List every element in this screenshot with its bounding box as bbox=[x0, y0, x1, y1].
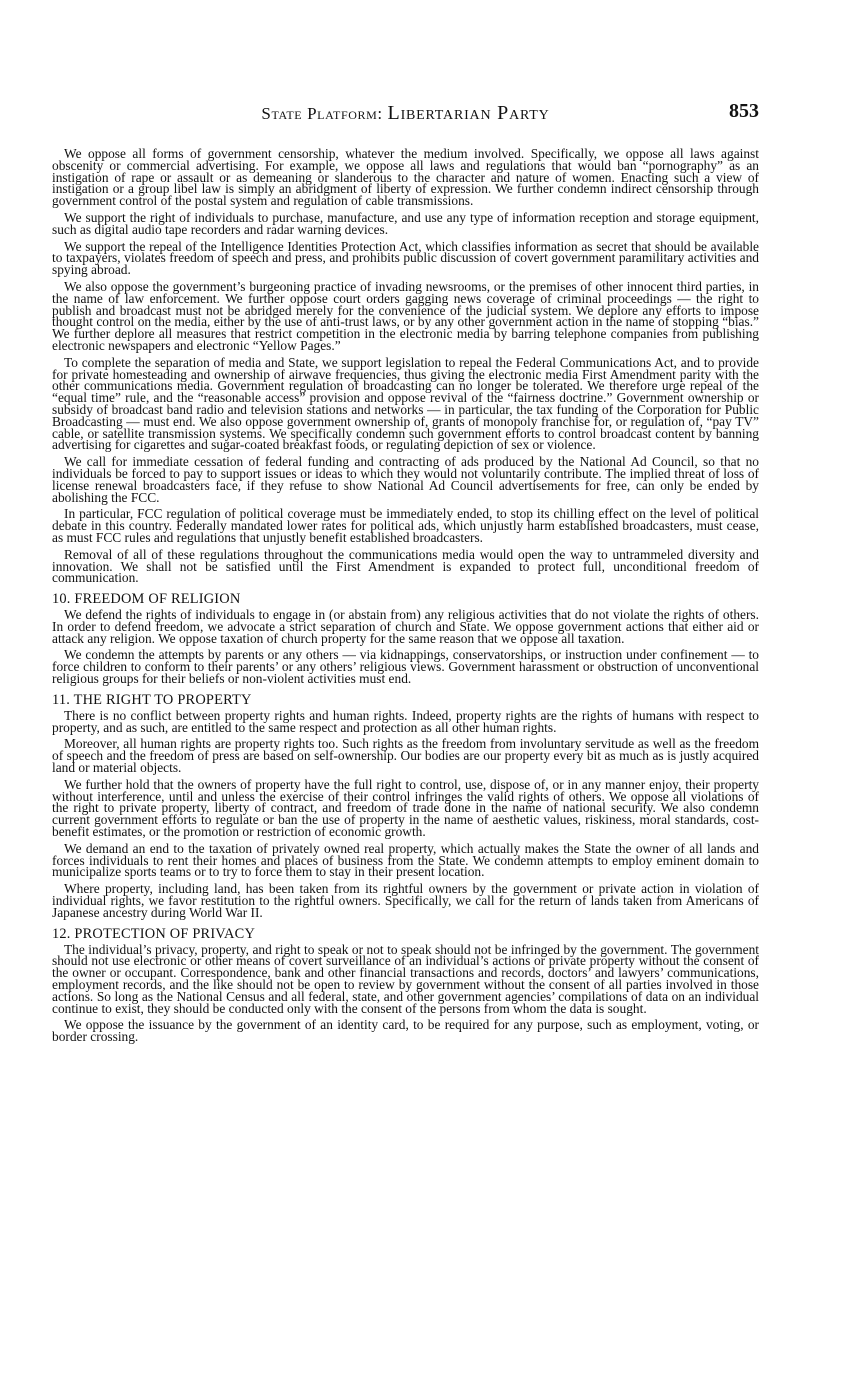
paragraph: Removal of all of these regulations throughout the communications media would open the way to untrammeled diversity and innovation. We shall not be satisfied until the First Amendment is expanded to protect full, unconditional freedom of communication. bbox=[52, 546, 759, 586]
paragraph: To complete the separation of media and State, we support legislation to repeal the Federal Communications Act, and to provide for private homesteading and ownership of airwave frequencies, thus giving the electronic media First Amendment parity with the other communications media. Government regulation of broadcasting can no longer be tolerated. We therefore urge repeal of the “equal time” rule, and the “reasonable access” provision and oppose revival of the “fairness doctrine.” Government ownership or subsidy of broadcast band radio and television stations and networks — in particular, the tax funding of the Corporation for Public Broadcasting — must end. We also oppose government ownership of, grants of monopoly franchise for, or regulation of, “pay TV” cable, or satellite transmission systems. We specifically condemn such government efforts to control broadcast content by banning advertising for cigarettes and sugar-coated breakfast foods, or regulating depiction of sex or violence. bbox=[52, 354, 759, 453]
running-title-main: Libertarian Party bbox=[387, 102, 550, 124]
paragraph: We oppose the issuance by the government of an identity card, to be required for any purpose, such as employment, voting, or border crossing. bbox=[52, 1017, 759, 1045]
running-title bbox=[52, 102, 759, 125]
paragraph: We support the repeal of the Intelligence Identities Protection Act, which classifies information as secret that should be available to taxpayers, violates freedom of speech and press, and prohibits public discussion of covert government paramilitary activities and spying abroad. bbox=[52, 238, 759, 278]
body-text bbox=[52, 148, 759, 1048]
paragraph: We oppose all forms of government censorship, whatever the medium involved. Specifically, we oppose all laws against obscenity or commercial advertising. For example, we oppose all laws and regulations that would ban “pornography” as an instigation of rape or assault or as demeaning or slanderous to the character and nature of women. Enacting such a view of instigation or a group libel law is simply an abridgment of liberty of expression. We further condemn indirect censorship through government control of the postal system and regulation of cable transmissions. bbox=[52, 146, 759, 209]
paragraph: Moreover, all human rights are property rights too. Such rights as the freedom from involuntary servitude as well as the freedom of speech and the freedom of press are based on self-ownership. Our bodies are our property every bit as much as is justly acquired land or material objects. bbox=[52, 736, 759, 776]
running-title-prefix: State Platform: bbox=[261, 104, 383, 123]
paragraph: We further hold that the owners of property have the full right to control, use, dispose of, or in any manner enjoy, their property without interference, until and unless the exercise of their control infringes the valid rights of others. We oppose all violations of the right to private property, liberty of contract, and freedom of trade done in the name of national security. We also condemn current government efforts to regulate or ban the use of property in the name of aesthetic values, riskiness, moral standards, cost-benefit estimates, or the promotion or restriction of economic growth. bbox=[52, 776, 759, 840]
section-heading-freedom-of-religion: 10. FREEDOM OF RELIGION bbox=[52, 591, 241, 608]
paragraph: We support the right of individuals to purchase, manufacture, and use any type of information reception and storage equipment, such as digital audio tape recorders and radar warning devices. bbox=[52, 209, 759, 237]
paragraph: In particular, FCC regulation of political coverage must be immediately ended, to stop its chilling effect on the level of political debate in this country. Federally mandated lower rates for political ads, which unjustly harm established broadcasters, must cease, as must FCC rules and regulations that unjustly benefit established broadcasters. bbox=[52, 506, 759, 545]
paragraph: We demand an end to the taxation of privately owned real property, which actually makes the State the owner of all lands and forces individuals to rent their homes and places of business from the State. We condemn attempts to employ eminent domain to municipalize sports teams or to try to force them to stay in their present location. bbox=[52, 840, 759, 880]
paragraph: Where property, including land, has been taken from its rightful owners by the government or private action in violation of individual rights, we favor restitution to the rightful owners. Specifically, we call for the return of lands taken from Americans of Japanese ancestry during World War II. bbox=[52, 881, 759, 920]
paragraph: We also oppose the government’s burgeoning practice of invading newsrooms, or the premises of other innocent third parties, in the name of law enforcement. We further oppose court orders gagging news coverage of criminal proceedings — the right to publish and broadcast must not be abridged merely for the convenience of the judicial system. We deplore any efforts to impose thought control on the media, either by the use of anti-trust laws, or by any other government action in the name of stopping “bias.” We further deplore all measures that restrict competition in the electronic media by barring telephone companies from publishing electronic newspapers and electronic “Yellow Pages.” bbox=[52, 278, 759, 353]
section-heading-right-to-property: 11. THE RIGHT TO PROPERTY bbox=[52, 691, 252, 708]
paragraph: The individual’s privacy, property, and right to speak or not to speak should not be infringed by the government. The government should not use electronic or other means of covert surveillance of an individual’s actions or private property without the consent of the owner or occupant. Correspondence, bank and other financial transactions and records, doctors’ and lawyers’ communications, employment records, and the like should not be open to review by government without the consent of all parties involved in those actions. So long as the National Census and all federal, state, and other government agencies’ compilations of data on an individual continue to exist, they should be conducted only with the consent of the persons from whom the data is sought. bbox=[52, 941, 759, 1016]
page-header bbox=[52, 100, 759, 130]
paragraph: There is no conflict between property rights and human rights. Indeed, property rights are the rights of humans with respect to property, and as such, are entitled to the same respect and protection as all other human rights. bbox=[52, 707, 759, 735]
paragraph: We condemn the attempts by parents or any others — via kidnappings, conservatorships, or instruction under confinement — to force children to conform to their parents’ or any others’ religious views. Government harassment or obstruction of unconventional religious groups for their beliefs or non-violent activities must end. bbox=[52, 647, 759, 687]
section-heading-protection-of-privacy: 12. PROTECTION OF PRIVACY bbox=[52, 925, 256, 942]
paragraph: We defend the rights of individuals to engage in (or abstain from) any religious activities that do not violate the rights of others. In order to defend freedom, we advocate a strict separation of church and State. We oppose government actions that either aid or attack any religion. We oppose taxation of church property for the same reason that we oppose all taxation. bbox=[52, 607, 759, 646]
page-number: 853 bbox=[729, 100, 759, 122]
paragraph: We call for immediate cessation of federal funding and contracting of ads produced by the National Ad Council, so that no individuals be forced to pay to support issues or ideas to which they would not voluntarily contribute. The implied threat of loss of license renewal broadcasters face, if they refuse to show National Ad Council advertisements for free, can only be ended by abolishing the FCC. bbox=[52, 454, 759, 505]
